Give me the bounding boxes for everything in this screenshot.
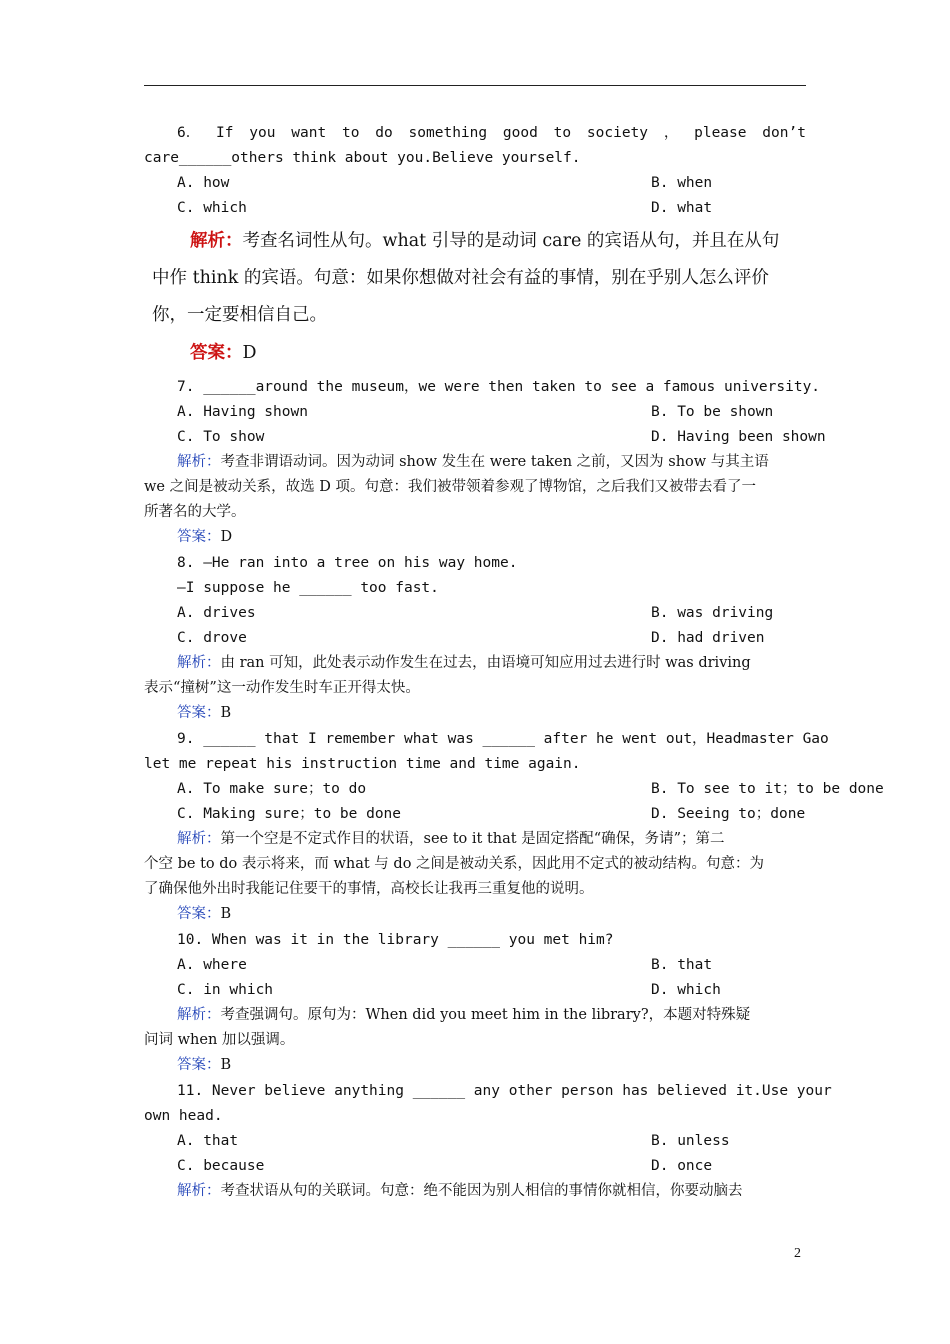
q6-word: 6． xyxy=(177,125,201,141)
q7-answer: D xyxy=(220,529,233,545)
q11-analysis-line1 xyxy=(177,1179,806,1204)
q6-word: you xyxy=(249,125,276,141)
q7-options-ab xyxy=(177,400,806,425)
q9-answer-line xyxy=(177,902,806,927)
page-number: 2 xyxy=(794,1246,801,1261)
q6-analysis-line1 xyxy=(190,223,850,260)
q9-option-a: A. To make sure；to do xyxy=(177,781,367,797)
q8-option-d: D. had driven xyxy=(651,630,765,646)
q6-option-b: B. when xyxy=(651,175,713,191)
q11-options-cd xyxy=(177,1154,806,1179)
q8-stem-line2: —I suppose he ______ too fast. xyxy=(177,580,439,596)
q7-analysis-line2: we 之间是被动关系，故选 D 项。句意：我们被带领着参观了博物馆，之后我们又被带去看了一 xyxy=(144,479,756,495)
q7-option-d: D. Having been shown xyxy=(651,429,826,445)
q7-analysis-text: 考查非谓语动词。因为动词 show 发生在 were taken 之前，又因为 show 与其主语 xyxy=(220,454,769,470)
q8-answer-label: 答案： xyxy=(177,705,221,721)
q6-option-c: C. which xyxy=(177,200,247,216)
q9-analysis-text: 第一个空是不定式作目的状语，see to it that 是固定搭配“确保，务请”；第二 xyxy=(220,831,725,847)
q9-analysis-label: 解析： xyxy=(177,831,221,847)
q6-word: don’t xyxy=(762,125,806,141)
q9-analysis-line2: 个空 be to do 表示将来，而 what 与 do 之间是被动关系，因此用不定式的被动结构。句意：为 xyxy=(144,856,765,872)
q10-answer-line xyxy=(177,1053,806,1078)
q6-word: society xyxy=(586,125,649,141)
q7-analysis-line1 xyxy=(177,450,806,475)
q8-options-cd xyxy=(177,626,806,651)
q6-option-a: A. how xyxy=(177,175,230,191)
q11-stem-line2: own head. xyxy=(144,1108,223,1124)
q6-word: good xyxy=(502,125,538,141)
q9-option-c: C. Making sure；to be done xyxy=(177,806,402,822)
q8-analysis-text: 由 ran 可知，此处表示动作发生在过去，由语境可知应用过去进行时 was driving xyxy=(220,655,751,671)
q6-word: to xyxy=(342,125,360,141)
q7-analysis-label: 解析： xyxy=(177,454,221,470)
q6-answer-label: 答案： xyxy=(190,343,243,363)
q6-word: ， xyxy=(663,125,679,141)
q8-analysis-line2: 表示“撞树”这一动作发生时车正开得太快。 xyxy=(144,680,420,696)
q11-option-a: A. that xyxy=(177,1133,239,1149)
q6-analysis-label: 解析： xyxy=(190,231,243,251)
q10-option-b: B. that xyxy=(651,957,713,973)
q11-option-c: C. because xyxy=(177,1158,265,1174)
q6-word: to xyxy=(553,125,572,141)
q9-analysis-line1 xyxy=(177,827,806,852)
q10-options-cd xyxy=(177,978,806,1003)
q10-analysis-line2: 问词 when 加以强调。 xyxy=(144,1032,295,1048)
q10-option-c: C. in which xyxy=(177,982,274,998)
q7-option-c: C. To show xyxy=(177,429,265,445)
q10-analysis-line1 xyxy=(177,1003,806,1028)
q6-analysis-line2: 中作 think 的宾语。句意：如果你想做对社会有益的事情，别在乎别人怎么评价 xyxy=(152,268,769,288)
q9-options-cd xyxy=(177,802,806,827)
q7-options-cd xyxy=(177,425,826,450)
q6-word: please xyxy=(694,125,747,141)
q11-analysis-text: 考查状语从句的关联词。句意：绝不能因为别人相信的事情你就相信，你要动脑去 xyxy=(220,1183,743,1199)
q6-word: something xyxy=(408,125,488,141)
q8-option-a: A. drives xyxy=(177,605,256,621)
q10-answer: B xyxy=(220,1057,232,1073)
q9-stem-line1: 9. ______ that I remember what was ______ after he went out，Headmaster Gao xyxy=(177,731,829,747)
q6-stem-line2: care______others think about you.Believe yourself. xyxy=(144,150,581,166)
q8-analysis-label: 解析： xyxy=(177,655,221,671)
q10-option-a: A. where xyxy=(177,957,247,973)
q10-options-ab xyxy=(177,953,806,978)
q8-option-c: C. drove xyxy=(177,630,247,646)
q11-option-d: D. once xyxy=(651,1158,713,1174)
q6-options-ab xyxy=(177,171,806,196)
q6-word: want xyxy=(291,125,327,141)
q6-analysis-line3: 你，一定要相信自己。 xyxy=(152,305,327,325)
q7-option-b: B. To be shown xyxy=(651,404,774,420)
q8-answer-line xyxy=(177,701,806,726)
q10-analysis-label: 解析： xyxy=(177,1007,221,1023)
q11-options-ab xyxy=(177,1129,806,1154)
q11-option-b: B. unless xyxy=(651,1133,730,1149)
q9-option-d: D. Seeing to；done xyxy=(651,806,806,822)
q9-analysis-line3: 了确保他外出时我能记住要干的事情，高校长让我再三重复他的说明。 xyxy=(144,881,594,897)
q7-stem: 7. ______around the museum，we were then taken to see a famous university. xyxy=(177,379,821,395)
q7-option-a: A. Having shown xyxy=(177,404,308,420)
q11-analysis-label: 解析： xyxy=(177,1183,221,1199)
q9-stem-line2: let me repeat his instruction time and time again. xyxy=(144,756,581,772)
q8-answer: B xyxy=(220,705,232,721)
q9-options-ab xyxy=(177,777,884,802)
q9-option-b: B. To see to it；to be done xyxy=(651,781,884,797)
q10-stem: 10. When was it in the library ______ you met him? xyxy=(177,932,614,948)
q8-analysis-line1 xyxy=(177,651,806,676)
q10-analysis-text: 考查强调句。原句为：When did you meet him in the library?，本题对特殊疑 xyxy=(220,1007,751,1023)
q6-word: do xyxy=(375,125,393,141)
q6-stem-line1 xyxy=(177,121,806,146)
q6-options-cd xyxy=(177,196,806,221)
q8-options-ab xyxy=(177,601,806,626)
q9-answer-label: 答案： xyxy=(177,906,221,922)
q7-answer-label: 答案： xyxy=(177,529,221,545)
q7-analysis-line3: 所著名的大学。 xyxy=(144,504,246,520)
q7-answer-line xyxy=(177,525,806,550)
q6-answer: D xyxy=(242,343,257,363)
q6-answer-line xyxy=(190,335,850,372)
q11-stem-line1: 11. Never believe anything ______ any other person has believed it.Use your xyxy=(177,1083,832,1099)
q9-answer: B xyxy=(220,906,232,922)
q6-analysis-text: 考查名词性从句。what 引导的是动词 care 的宾语从句，并且在从句 xyxy=(242,231,780,251)
header-rule xyxy=(144,85,806,86)
q8-option-b: B. was driving xyxy=(651,605,774,621)
q6-option-d: D. what xyxy=(651,200,713,216)
q10-option-d: D. which xyxy=(651,982,721,998)
q6-word: If xyxy=(216,125,234,141)
q8-stem-line1: 8. —He ran into a tree on his way home. xyxy=(177,555,518,571)
q10-answer-label: 答案： xyxy=(177,1057,221,1073)
